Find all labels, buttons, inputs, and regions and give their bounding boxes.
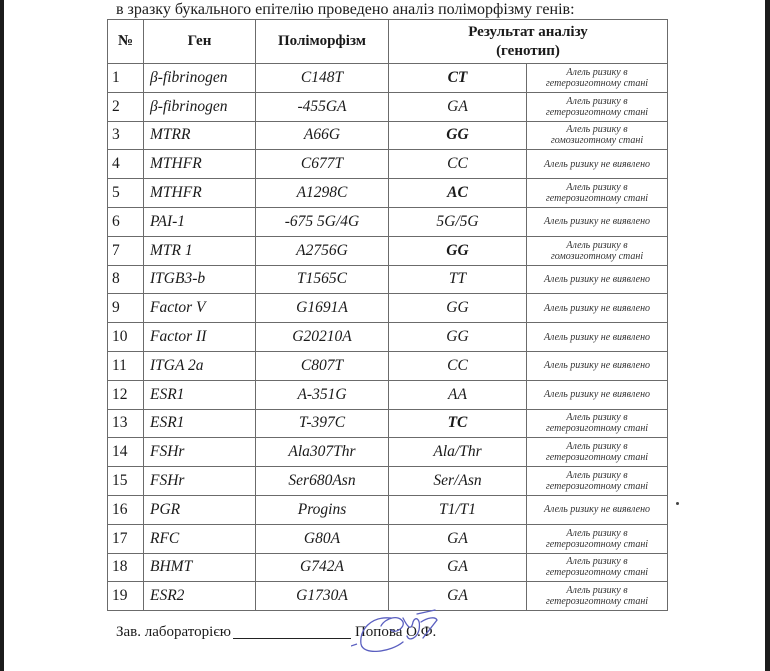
cell-polymorphism: Ser680Asn bbox=[256, 467, 389, 496]
cell-num: 6 bbox=[108, 207, 144, 236]
risk-note-line1: Алель ризику в bbox=[566, 124, 628, 136]
position-label: Зав. лабораторією bbox=[116, 624, 231, 640]
risk-note-line1: Алель ризику не виявлено bbox=[543, 216, 651, 228]
cell-genotype: Ser/Asn bbox=[389, 467, 527, 496]
risk-note-line1: Алель ризику в bbox=[566, 182, 628, 194]
cell-genotype: GG bbox=[389, 294, 527, 323]
cell-genotype: GA bbox=[389, 553, 527, 582]
cell-genotype: GG bbox=[389, 323, 527, 352]
table-body bbox=[108, 64, 668, 611]
head-name: Попова О.Ф. bbox=[354, 624, 437, 640]
table-row bbox=[108, 150, 668, 179]
cell-risk-note bbox=[527, 265, 668, 294]
scan-edge-left bbox=[0, 0, 4, 671]
cell-risk-note bbox=[527, 553, 668, 582]
cell-gene: FSHr bbox=[144, 438, 256, 467]
cell-genotype: AC bbox=[389, 179, 527, 208]
cell-gene: PAI-1 bbox=[144, 207, 256, 236]
cell-gene: ITGB3-b bbox=[144, 265, 256, 294]
risk-note-line1: Алель ризику в bbox=[566, 66, 628, 78]
table-row bbox=[108, 409, 668, 438]
cell-risk-note bbox=[527, 380, 668, 409]
cell-gene: BHMT bbox=[144, 553, 256, 582]
cell-num: 5 bbox=[108, 179, 144, 208]
risk-note-line2: гетерозиготному стані bbox=[545, 452, 649, 464]
risk-note-line1: Алель ризику не виявлено bbox=[543, 389, 651, 401]
cell-gene: Factor II bbox=[144, 323, 256, 352]
table-row bbox=[108, 64, 668, 93]
risk-note-line1: Алель ризику в bbox=[566, 412, 628, 424]
cell-polymorphism: G1691A bbox=[256, 294, 389, 323]
risk-note-line1: Алель ризику не виявлено bbox=[543, 331, 651, 343]
cell-risk-note bbox=[527, 64, 668, 93]
cell-num: 17 bbox=[108, 524, 144, 553]
cell-genotype: GG bbox=[389, 121, 527, 150]
risk-note-line2: гетерозиготному стані bbox=[545, 596, 649, 608]
scan-speck bbox=[676, 502, 679, 505]
header-num: № bbox=[108, 20, 144, 64]
header-result-line1: Результат аналізу bbox=[468, 23, 588, 40]
risk-note-line1: Алель ризику не виявлено bbox=[543, 360, 651, 372]
cell-risk-note bbox=[527, 438, 668, 467]
header-polymorphism: Поліморфізм bbox=[256, 20, 389, 64]
table-row bbox=[108, 467, 668, 496]
cell-polymorphism: Progins bbox=[256, 495, 389, 524]
risk-note-line1: Алель ризику в bbox=[566, 527, 628, 539]
cell-genotype: GA bbox=[389, 92, 527, 121]
cell-genotype: CC bbox=[389, 150, 527, 179]
cell-genotype: CC bbox=[389, 351, 527, 380]
cell-polymorphism: A1298C bbox=[256, 179, 389, 208]
cell-polymorphism: -675 5G/4G bbox=[256, 207, 389, 236]
table-row bbox=[108, 265, 668, 294]
cell-risk-note bbox=[527, 582, 668, 611]
risk-note-line2: гомозиготному стані bbox=[550, 135, 644, 147]
cell-polymorphism: C148T bbox=[256, 64, 389, 93]
cell-risk-note bbox=[527, 294, 668, 323]
risk-note-line2: гетерозиготному стані bbox=[545, 77, 649, 89]
cell-gene: RFC bbox=[144, 524, 256, 553]
cell-polymorphism: G80A bbox=[256, 524, 389, 553]
cell-polymorphism: T1565C bbox=[256, 265, 389, 294]
cell-genotype: GA bbox=[389, 524, 527, 553]
risk-note-line1: Алель ризику в bbox=[566, 470, 628, 482]
cell-polymorphism: G1730A bbox=[256, 582, 389, 611]
signature-line bbox=[233, 622, 351, 639]
header-gene: Ген bbox=[144, 20, 256, 64]
table-row bbox=[108, 236, 668, 265]
cell-num: 18 bbox=[108, 553, 144, 582]
cell-gene: FSHr bbox=[144, 467, 256, 496]
table-row bbox=[108, 207, 668, 236]
cell-risk-note bbox=[527, 92, 668, 121]
table-header-row bbox=[108, 20, 668, 64]
cell-genotype: Ala/Thr bbox=[389, 438, 527, 467]
cell-risk-note bbox=[527, 409, 668, 438]
table-row bbox=[108, 179, 668, 208]
risk-note-line1: Алель ризику в bbox=[566, 556, 628, 568]
cell-gene: Factor V bbox=[144, 294, 256, 323]
cell-polymorphism: Ala307Thr bbox=[256, 438, 389, 467]
cell-risk-note bbox=[527, 524, 668, 553]
scan-edge-right bbox=[765, 0, 770, 671]
table-row bbox=[108, 323, 668, 352]
cell-num: 7 bbox=[108, 236, 144, 265]
cell-num: 8 bbox=[108, 265, 144, 294]
results-table bbox=[107, 19, 668, 611]
cell-risk-note bbox=[527, 236, 668, 265]
cell-gene: ESR2 bbox=[144, 582, 256, 611]
cell-num: 13 bbox=[108, 409, 144, 438]
risk-note-line1: Алель ризику не виявлено bbox=[543, 302, 651, 314]
cell-polymorphism: A-351G bbox=[256, 380, 389, 409]
cell-risk-note bbox=[527, 467, 668, 496]
risk-note-line2: гетерозиготному стані bbox=[545, 538, 649, 550]
signature-block bbox=[116, 622, 436, 641]
cell-gene: MTHFR bbox=[144, 179, 256, 208]
intro-text: в зразку букального епітелію проведено аналіз поліморфізму генів: bbox=[116, 1, 575, 18]
table-row bbox=[108, 438, 668, 467]
header-result-line2: (генотип) bbox=[496, 42, 560, 59]
cell-gene: β-fibrinogen bbox=[144, 64, 256, 93]
cell-gene: MTRR bbox=[144, 121, 256, 150]
risk-note-line1: Алель ризику не виявлено bbox=[543, 504, 651, 516]
cell-gene: MTHFR bbox=[144, 150, 256, 179]
cell-genotype: AA bbox=[389, 380, 527, 409]
header-result bbox=[389, 20, 668, 64]
risk-note-line2: гетерозиготному стані bbox=[545, 106, 649, 118]
cell-risk-note bbox=[527, 207, 668, 236]
cell-risk-note bbox=[527, 121, 668, 150]
risk-note-line1: Алель ризику в bbox=[566, 441, 628, 453]
cell-genotype: GG bbox=[389, 236, 527, 265]
cell-polymorphism: -455GA bbox=[256, 92, 389, 121]
table-row bbox=[108, 380, 668, 409]
risk-note-line2: гетерозиготному стані bbox=[545, 423, 649, 435]
cell-gene: ITGA 2a bbox=[144, 351, 256, 380]
cell-polymorphism: G20210A bbox=[256, 323, 389, 352]
table-row bbox=[108, 121, 668, 150]
cell-polymorphism: A2756G bbox=[256, 236, 389, 265]
cell-risk-note bbox=[527, 351, 668, 380]
cell-genotype: TC bbox=[389, 409, 527, 438]
cell-num: 16 bbox=[108, 495, 144, 524]
table-row bbox=[108, 582, 668, 611]
cell-num: 4 bbox=[108, 150, 144, 179]
risk-note-line1: Алель ризику не виявлено bbox=[543, 273, 651, 285]
cell-gene: β-fibrinogen bbox=[144, 92, 256, 121]
cell-genotype: GA bbox=[389, 582, 527, 611]
risk-note-line2: гетерозиготному стані bbox=[545, 567, 649, 579]
cell-genotype: T1/T1 bbox=[389, 495, 527, 524]
cell-polymorphism: A66G bbox=[256, 121, 389, 150]
cell-num: 9 bbox=[108, 294, 144, 323]
risk-note-line1: Алель ризику не виявлено bbox=[543, 158, 651, 170]
cell-risk-note bbox=[527, 179, 668, 208]
cell-genotype: CT bbox=[389, 64, 527, 93]
cell-risk-note bbox=[527, 323, 668, 352]
cell-gene: ESR1 bbox=[144, 409, 256, 438]
risk-note-line2: гетерозиготному стані bbox=[545, 481, 649, 493]
cell-risk-note bbox=[527, 495, 668, 524]
handwritten-signature bbox=[351, 608, 451, 656]
cell-num: 19 bbox=[108, 582, 144, 611]
cell-num: 15 bbox=[108, 467, 144, 496]
risk-note-line2: гомозиготному стані bbox=[550, 250, 644, 262]
cell-num: 11 bbox=[108, 351, 144, 380]
risk-note-line1: Алель ризику в bbox=[566, 239, 628, 251]
cell-gene: MTR 1 bbox=[144, 236, 256, 265]
cell-num: 1 bbox=[108, 64, 144, 93]
cell-num: 2 bbox=[108, 92, 144, 121]
cell-polymorphism: C807T bbox=[256, 351, 389, 380]
cell-polymorphism: T-397C bbox=[256, 409, 389, 438]
table-row bbox=[108, 524, 668, 553]
cell-num: 12 bbox=[108, 380, 144, 409]
cell-polymorphism: G742A bbox=[256, 553, 389, 582]
cell-num: 3 bbox=[108, 121, 144, 150]
cell-risk-note bbox=[527, 150, 668, 179]
cell-polymorphism: C677T bbox=[256, 150, 389, 179]
table-row bbox=[108, 351, 668, 380]
table-row bbox=[108, 294, 668, 323]
table-row bbox=[108, 553, 668, 582]
cell-num: 14 bbox=[108, 438, 144, 467]
table-row bbox=[108, 92, 668, 121]
risk-note-line1: Алель ризику в bbox=[566, 95, 628, 107]
risk-note-line2: гетерозиготному стані bbox=[545, 193, 649, 205]
cell-num: 10 bbox=[108, 323, 144, 352]
cell-genotype: 5G/5G bbox=[389, 207, 527, 236]
cell-gene: ESR1 bbox=[144, 380, 256, 409]
table-row bbox=[108, 495, 668, 524]
cell-gene: PGR bbox=[144, 495, 256, 524]
risk-note-line1: Алель ризику в bbox=[566, 585, 628, 597]
cell-genotype: TT bbox=[389, 265, 527, 294]
